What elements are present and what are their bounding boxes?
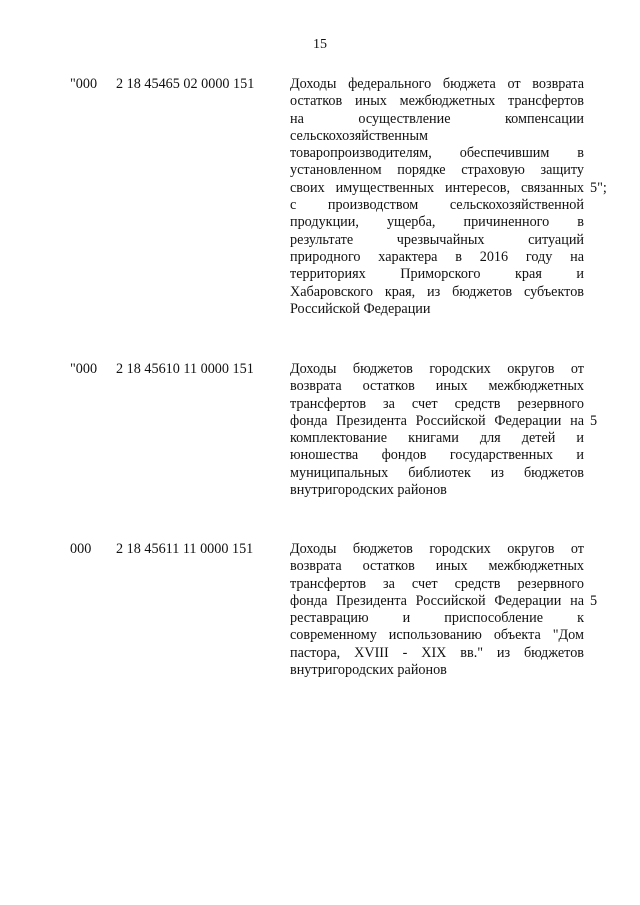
income-name (290, 361, 584, 499)
income-name-line: на осуществление компенсации (290, 110, 584, 127)
income-name-line: внутригородских районов (290, 662, 447, 679)
income-name-line: фонда Президента Российской Федерации на (290, 412, 584, 429)
income-name-line: юношества фондов государственных и (290, 447, 584, 464)
income-name-line: комплектование книгами для детей и (290, 430, 584, 447)
income-code: 2 18 45465 02 0000 151 (116, 76, 255, 92)
income-name-line: современному использованию объекта "Дом (290, 627, 584, 644)
income-name-line: пастора, XVIII - XIX вв." из бюджетов (290, 644, 584, 661)
norm-value: 5"; (590, 180, 607, 196)
income-name-line: природного характера в 2016 году на (290, 248, 584, 265)
income-name-line: муниципальных библиотек из бюджетов (290, 464, 584, 481)
income-name-line: Российской Федерации (290, 300, 431, 317)
income-name-line: установленном порядке страховую защиту (290, 162, 584, 179)
income-name-line: трансфертов за счет средств резервного (290, 395, 584, 412)
income-name-line: сельскохозяйственным (290, 127, 429, 144)
income-name (290, 76, 584, 318)
income-name-line: фонда Президента Российской Федерации на (290, 592, 584, 609)
admin-code: "000 (70, 76, 98, 92)
admin-code: "000 (70, 361, 98, 377)
income-name-line: территориях Приморского края и (290, 266, 584, 283)
income-name-line: внутригородских районов (290, 482, 447, 499)
income-code: 2 18 45610 11 0000 151 (116, 361, 254, 377)
norm-value: 5 (590, 413, 598, 429)
income-name-line: Доходы бюджетов городских округов от (290, 361, 584, 377)
income-name-line: Хабаровского края, из бюджетов субъектов (290, 283, 584, 300)
income-name-line: результате чрезвычайных ситуаций (290, 231, 584, 248)
admin-code: 000 (70, 541, 92, 557)
income-name-line: возврата остатков иных межбюджетных (290, 558, 584, 575)
income-name (290, 541, 584, 679)
income-name-line: с производством сельскохозяйственной (290, 197, 584, 214)
norm-value: 5 (590, 593, 598, 609)
income-name-line: продукции, ущерба, причиненного в (290, 214, 584, 231)
income-name-line: возврата остатков иных межбюджетных (290, 378, 584, 395)
income-code: 2 18 45611 11 0000 151 (116, 541, 254, 557)
page-number: 15 (313, 37, 327, 52)
income-name-line: Доходы федерального бюджета от возврата (290, 76, 584, 92)
income-name-line: своих имущественных интересов, связанных (290, 179, 584, 196)
income-name-line: реставрацию и приспособление к (290, 610, 584, 627)
income-name-line: трансфертов за счет средств резервного (290, 575, 584, 592)
income-name-line: Доходы бюджетов городских округов от (290, 541, 584, 557)
income-name-line: остатков иных межбюджетных трансфертов (290, 93, 584, 110)
income-name-line: товаропроизводителям, обеспечившим в (290, 145, 584, 162)
